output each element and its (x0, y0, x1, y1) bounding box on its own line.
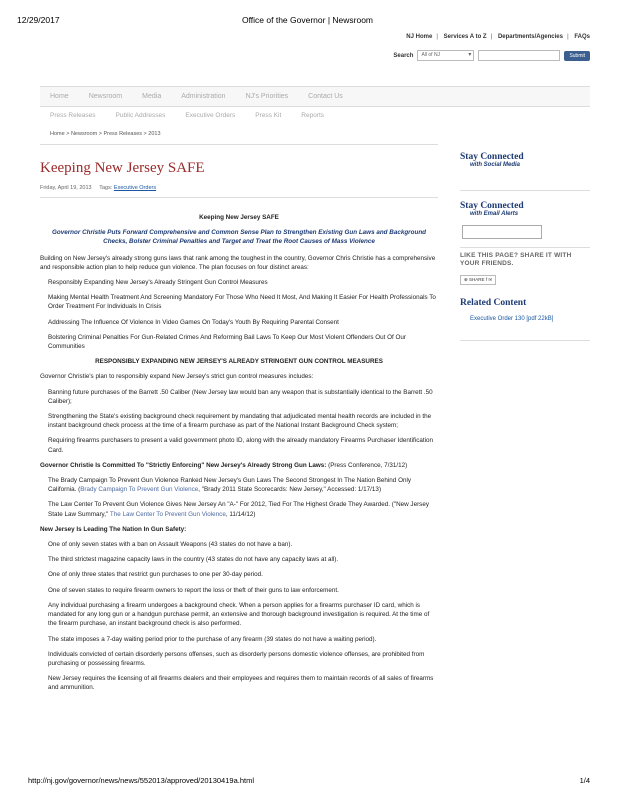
brady-text: The Brady Campaign To Prevent Gun Violence Ranked New Jersey's Gun Laws The Second Strongest In The Nation Behind Only California. ( (48, 477, 412, 494)
subnav-public-addresses[interactable]: Public Addresses (115, 112, 166, 119)
page-number: 1/4 (579, 776, 590, 785)
link-faqs[interactable]: FAQs (574, 34, 590, 40)
lawcenter-source: The Law Center To Prevent Gun Violence (109, 510, 226, 518)
divider (40, 144, 438, 145)
article-body (40, 213, 438, 699)
lawcenter-text: The Law Center To Prevent Gun Violence Gives New Jersey An "A-" For 2012, Tied For The Highest Grade They Awarded. ("New Jersey State Law Summary," (48, 501, 429, 518)
page-title: Keeping New Jersey SAFE (40, 160, 205, 176)
nav-contact[interactable]: Contact Us (308, 93, 343, 100)
share-button[interactable] (460, 275, 496, 285)
email-alert-input[interactable] (462, 225, 542, 239)
top-links: NJ Home | Services A to Z | Departments/Agencies | FAQs (406, 34, 590, 40)
committed-rest: (Press Conference, 7/31/12) (326, 461, 408, 469)
divider (460, 247, 590, 248)
article-intro: Building on New Jersey's already strong guns laws that rank among the toughest in the country, Governor Chris Christie has a comprehensive and responsible action plan to help reduce gun violence. The plan focuses on four distinct areas: (40, 254, 436, 271)
search-scope-select[interactable]: All of NJ ▾ (417, 50, 474, 61)
print-title: Office of the Governor | Newsroom (241, 15, 374, 25)
link-nj-home[interactable]: NJ Home (406, 34, 433, 40)
subnav-press-releases[interactable]: Press Releases (50, 112, 96, 119)
nav-priorities[interactable]: NJ's Priorities (245, 93, 289, 100)
stay-connected-email-title: Stay Connected (460, 201, 524, 211)
share-title: LIKE THIS PAGE? SHARE IT WITH YOUR FRIENDS. (460, 252, 572, 267)
divider (460, 340, 590, 341)
leading-item: Any individual purchasing a firearm undergoes a background check. When a person applies for a firearms purchaser ID card, which is mandated for any long gun or a handgun purchase permit, an extensive and thorough background investigation is required. At the time of the firearm purchase, an instant background check is also performed. (48, 601, 430, 628)
committed-bold: Governor Christie Is Committed To "Strictly Enforcing" New Jersey's Already Strong Gun Laws: (40, 461, 327, 469)
brady-paragraph (48, 476, 438, 494)
search-label: Search (393, 52, 414, 59)
measure-item: Banning future purchases of the Barrett .50 Caliber (New Jersey law would ban any weapon that is substantially identical to the Barrett .50 Caliber); (48, 388, 433, 405)
print-date: 12/29/2017 (17, 15, 60, 25)
sub-nav (40, 112, 334, 119)
article-heading: Keeping New Jersey SAFE (199, 214, 279, 221)
committed-paragraph (40, 461, 438, 470)
breadcrumb[interactable]: Home > Newsroom > Press Releases > 2013 (50, 131, 161, 137)
leading-item: New Jersey requires the licensing of all firearms dealers and their employees and requires them to maintain records of all sales of firearms and ammunition. (48, 675, 434, 692)
brady-source: Brady Campaign To Prevent Gun Violence (80, 486, 199, 494)
stay-connected-email-sub[interactable]: with Email Alerts (470, 211, 519, 217)
share-button-label: SHARE (469, 277, 485, 282)
share-icon: ⊕ (464, 277, 470, 282)
subnav-executive-orders[interactable]: Executive Orders (185, 112, 236, 119)
search-submit-button[interactable]: Submit (564, 51, 590, 61)
related-content-title: Related Content (460, 298, 527, 308)
leading-heading: New Jersey Is Leading The Nation In Gun Safety: (40, 525, 187, 533)
social-icons: f ✉ (485, 277, 493, 282)
search-bar (393, 50, 590, 61)
related-link[interactable]: Executive Order 130 [pdf 22kB] (470, 316, 554, 322)
article-date: Friday, April 19, 2013 (40, 185, 92, 191)
area-item: Addressing The Influence Of Violence In Video Games On Today's Youth By Requiring Parental Consent (48, 318, 339, 326)
stay-connected-social-sub[interactable]: with Social Media (470, 162, 521, 168)
brady-end: , "Brady 2011 State Scorecards: New Jersey," Accessed: 1/17/13) (198, 486, 382, 494)
leading-item: The third strictest magazine capacity laws in the country (43 states do not have any capacity laws at all). (48, 556, 339, 564)
article-subheading: Governor Christie Puts Forward Comprehensive and Common Sense Plan to Strengthen Existing Gun Laws and Background Checks, Bolster Criminal Penalties and Target and Treat the Root Causes of Mass Violence (51, 229, 427, 246)
lawcenter-end: , 11/14/12) (225, 510, 256, 518)
tag-link[interactable]: Executive Orders (113, 185, 157, 191)
area-item: Responsibly Expanding New Jersey's Already Stringent Gun Control Measures (48, 279, 268, 287)
divider (460, 190, 590, 191)
subnav-press-kit[interactable]: Press Kit (255, 112, 282, 119)
nav-home[interactable]: Home (50, 93, 69, 100)
print-footer (28, 776, 590, 785)
subnav-reports[interactable]: Reports (301, 112, 325, 119)
area-item: Bolstering Criminal Penalties For Gun-Related Crimes And Reforming Bail Laws To Keep Our Most Violent Offenders Out Of Our Communities (48, 333, 407, 351)
link-departments[interactable]: Departments/Agencies (497, 34, 563, 40)
link-services[interactable]: Services A to Z (443, 34, 487, 40)
measure-item: Strengthening the State's existing background check requirement by mandating that adjudicated mental health records are included in the instant background check process at the time of a firearm purchase as part of the National Instant Background Check system; (48, 413, 432, 430)
leading-item: The state imposes a 7-day waiting period prior to the purchase of any firearm (39 states do not have a waiting period). (48, 635, 377, 643)
print-url: http://nj.gov/governor/news/news/552013/approved/20130419a.html (28, 776, 254, 785)
section-intro: Governor Christie's plan to responsibly expand New Jersey's strict gun control measures includes: (40, 373, 314, 381)
tags-label: Tags: (99, 185, 113, 191)
nav-media[interactable]: Media (142, 93, 162, 100)
area-item: Making Mental Health Treatment And Screening Mandatory For Those Who Need It Most, And Making It Easier For Health Professionals To Order Treatment For Individuals In Crisis (48, 294, 436, 311)
nav-newsroom[interactable]: Newsroom (88, 93, 123, 100)
leading-item: One of only three states that restrict gun purchases to one per 30-day period. (48, 571, 263, 579)
main-nav (40, 86, 590, 107)
lawcenter-paragraph (48, 500, 438, 518)
search-input[interactable] (478, 50, 560, 61)
leading-item: One of only seven states with a ban on Assault Weapons (43 states do not have a ban). (48, 541, 293, 549)
measure-item: Requiring firearms purchasers to present a valid government photo ID, along with the already mandatory Firearms Purchaser Identification Card. (48, 437, 433, 454)
sidebar (460, 152, 590, 351)
leading-item: One of seven states to require firearm owners to report the loss or theft of their guns to law enforcement. (48, 586, 339, 594)
stay-connected-social-title: Stay Connected (460, 152, 524, 162)
section-heading: RESPONSIBLY EXPANDING NEW JERSEY'S ALREADY STRINGENT GUN CONTROL MEASURES (95, 358, 383, 366)
article-meta (40, 185, 156, 191)
nav-administration[interactable]: Administration (181, 93, 226, 100)
leading-item: Individuals convicted of certain disorderly persons offenses, such as disorderly persons domestic violence offenses, are prohibited from purchasing or possessing firearms. (48, 650, 425, 667)
divider (40, 197, 438, 198)
